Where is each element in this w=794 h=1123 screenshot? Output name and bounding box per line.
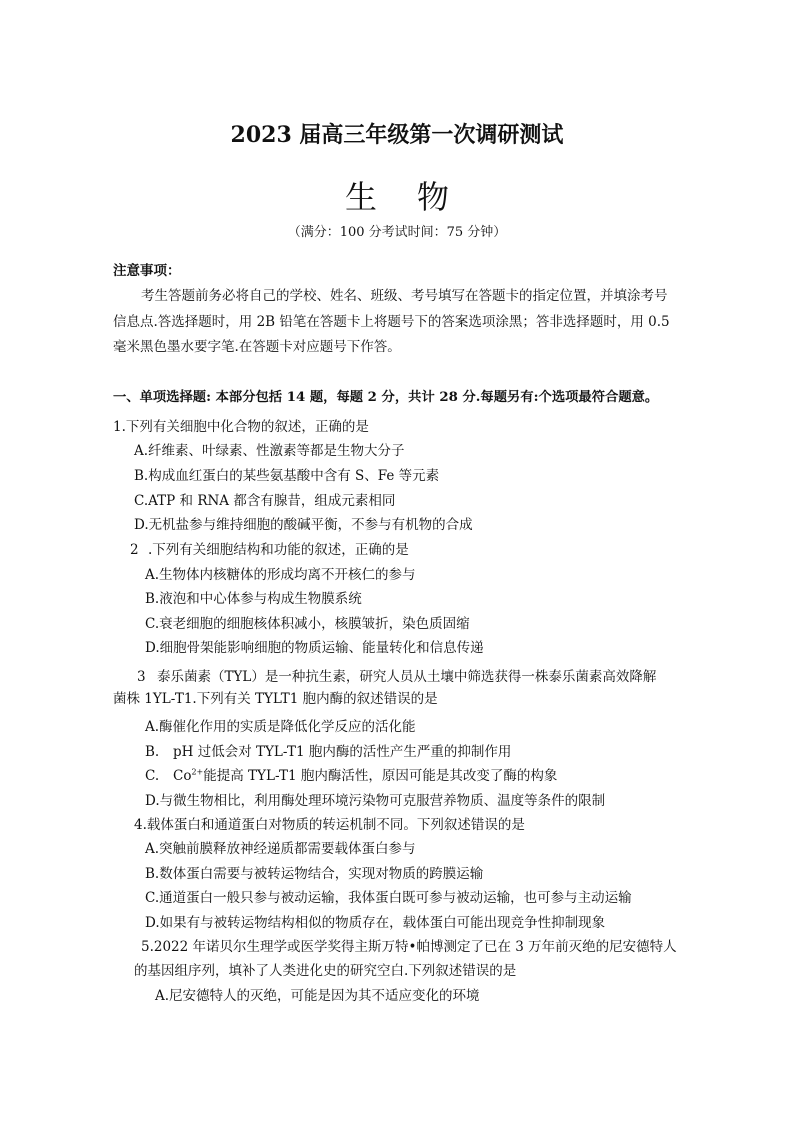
exam-info: （满分：100 分考试时间：75 分钟） — [287, 225, 507, 240]
section-heading: 一、单项选择题: 本部分包括 14 题，每题 2 分，共计 28 分.每题另有:个选项最符合题意。 — [113, 390, 659, 405]
notice-line-3: 毫米黑色墨水要字笔.在答题卡对应题号下作答。 — [113, 339, 401, 355]
q1-stem: 1.下列有关细胞中化合物的叙述，正确的是 — [113, 419, 369, 435]
q2-stem: .下列有关细胞结构和功能的叙述，正确的是 — [148, 542, 409, 558]
subject-title: 生物 — [344, 178, 489, 216]
q2-option-b: B.液泡和中心体参与构成生物膜系统 — [145, 591, 362, 607]
q3-option-a: A.酶催化作用的实质是降低化学反应的活化能 — [145, 719, 416, 735]
notice-heading: 注意事项： — [113, 263, 181, 279]
q3-option-b: pH 过低会对 TYL-T1 胞内酶的活性产生严重的抑制作用 — [173, 744, 512, 760]
q4-option-c: C.通道蛋白一般只参与被动运输，我体蛋白既可参与被动运输，也可参与主动运输 — [145, 890, 632, 906]
q5-stem-line-1: 5.2022 年诺贝尔生理学或医学奖得主斯万特•帕博测定了已在 3 万年前灭绝的尼安德特人 — [141, 939, 677, 955]
q3-option-c — [173, 767, 557, 785]
q5-stem-line-2: 的基因组序列，填补了人类进化史的研究空白.下列叙述错误的是 — [134, 963, 517, 979]
notice-line-2: 信息点.答选择题时，用 2B 铅笔在答题卡上将题号下的答案选项涂黑；答非选择题时，用 0.5 — [113, 314, 670, 330]
q1-option-a: A.纤维素、叶绿素、性激素等都是生物大分子 — [134, 443, 405, 459]
q1-option-b: B.构成血红蛋白的某些氨基酸中含有 S、Fe 等元素 — [134, 468, 440, 484]
q3-stem-line-2: 菌株 1YL-T1.下列有关 TYLT1 胞内酶的叙述错误的是 — [113, 691, 438, 707]
q2-option-d: D.细胞骨架能影响细胞的物质运输、能量转化和信息传递 — [145, 640, 484, 656]
q1-option-c: C.ATP 和 RNA 都含有腺昔，组成元素相同 — [134, 493, 396, 509]
q2-option-a: A.生物体内核糖体的形成均离不开核仁的参与 — [145, 567, 416, 583]
q3-option-c-ion: Co — [173, 768, 192, 784]
notice-line-1: 考生答题前务必将自己的学校、姓名、班级、考号填写在答题卡的指定位置，并填涂考号 — [141, 288, 668, 304]
q3-stem-line-1: 泰乐菌素（TYL）是一种抗生素，研究人员从土壤中筛选获得一株泰乐菌素高效降解 — [157, 669, 657, 685]
q3-option-b-label: B. — [145, 744, 160, 760]
q3-option-d: D.与微生物相比，利用酶处理环境污染物可克服营养物质、温度等条件的限制 — [145, 793, 606, 809]
q4-option-b: B.数体蛋白需要与被转运物结合，实现对物质的跨膜运输 — [145, 866, 484, 882]
q4-stem: 4.载体蛋白和通道蛋白对物质的转运机制不同。下列叙述错误的是 — [134, 817, 525, 833]
q3-option-c-text: 能提高 TYL-T1 胞内酶活性，原因可能是其改变了酶的构象 — [203, 768, 558, 784]
q4-option-a: A.突触前膜释放神经递质都需要载体蛋白参与 — [145, 841, 416, 857]
q3-number: 3 — [137, 669, 146, 685]
q5-option-a: A.尼安德特人的灭绝，可能是因为其不适应变化的环境 — [155, 988, 480, 1004]
q2-number: 2 — [130, 542, 139, 558]
q1-option-d: D.无机盐参与维持细胞的酸碱平衡，不参与有机物的合成 — [134, 517, 473, 533]
q4-option-d: D.如果有与被转运物结构相似的物质存在，载体蛋白可能出现竞争性抑制现象 — [145, 915, 606, 931]
q3-option-c-label: C. — [145, 768, 160, 784]
q2-option-c: C.衰老细胞的细胞核体积减小，核膜皱折，染色质固缩 — [145, 616, 470, 632]
exam-title: 2023 届高三年级第一次调研测试 — [230, 122, 564, 148]
q3-option-c-charge: 2+ — [191, 767, 204, 777]
